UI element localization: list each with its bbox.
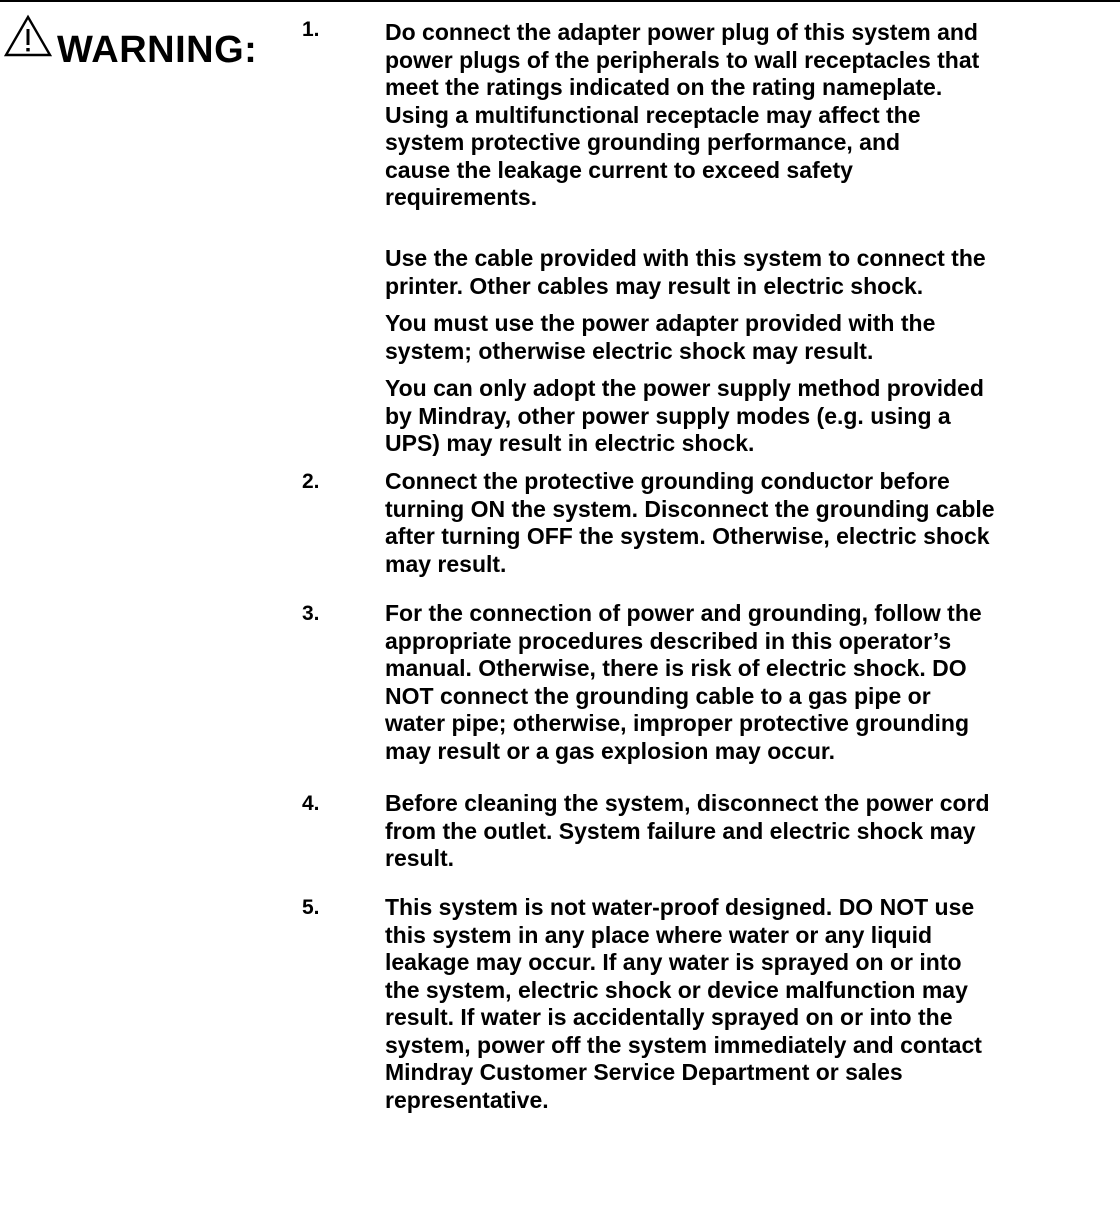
top-rule xyxy=(0,0,1120,2)
warning-triangle-icon xyxy=(3,14,53,58)
item-paragraph: This system is not water-proof designed. DO NOT use this system in any place where water or any liquid leakage may occur. If any water is sprayed on or into the system, electric shock or device malfunction may result. If water is accidentally sprayed on or into the system, power off the system immediately and contact Mindray Customer Service Department or sales representative. xyxy=(385,894,982,1113)
item-paragraph: For the connection of power and grounding, follow the appropriate procedures described in this operator’s manual. Otherwise, there is risk of electric shock. DO NOT connect the grounding cable to a gas pipe or water pipe; otherwise, improper protective grounding may result or a gas explosion may occur. xyxy=(385,600,982,764)
item-paragraph: Connect the protective grounding conductor before turning ON the system. Disconnect the grounding cable after turning OFF the system. Otherwise, electric shock may result. xyxy=(385,468,995,577)
item-paragraph: You must use the power adapter provided with the system; otherwise electric shock may result. xyxy=(385,310,936,364)
item-paragraph: You can only adopt the power supply method provided by Mindray, other power supply modes (e.g. using a UPS) may result in electric shock. xyxy=(385,375,984,456)
item-number: 2. xyxy=(302,470,320,493)
item-number: 5. xyxy=(302,896,320,919)
item-paragraph: Before cleaning the system, disconnect the power cord from the outlet. System failure and electric shock may result. xyxy=(385,790,990,871)
item-number: 1. xyxy=(302,18,320,41)
item-number: 3. xyxy=(302,602,320,625)
item-paragraph: Do connect the adapter power plug of this system and power plugs of the peripherals to wall receptacles that meet the ratings indicated on the rating nameplate. Using a multifunctional receptacle may affect the system protective grounding performance, and cause the leakage current to exceed safety requirements. xyxy=(385,19,980,210)
item-number: 4. xyxy=(302,792,320,815)
item-paragraph: Use the cable provided with this system to connect the printer. Other cables may result in electric shock. xyxy=(385,245,986,299)
warning-label: WARNING: xyxy=(57,29,258,71)
